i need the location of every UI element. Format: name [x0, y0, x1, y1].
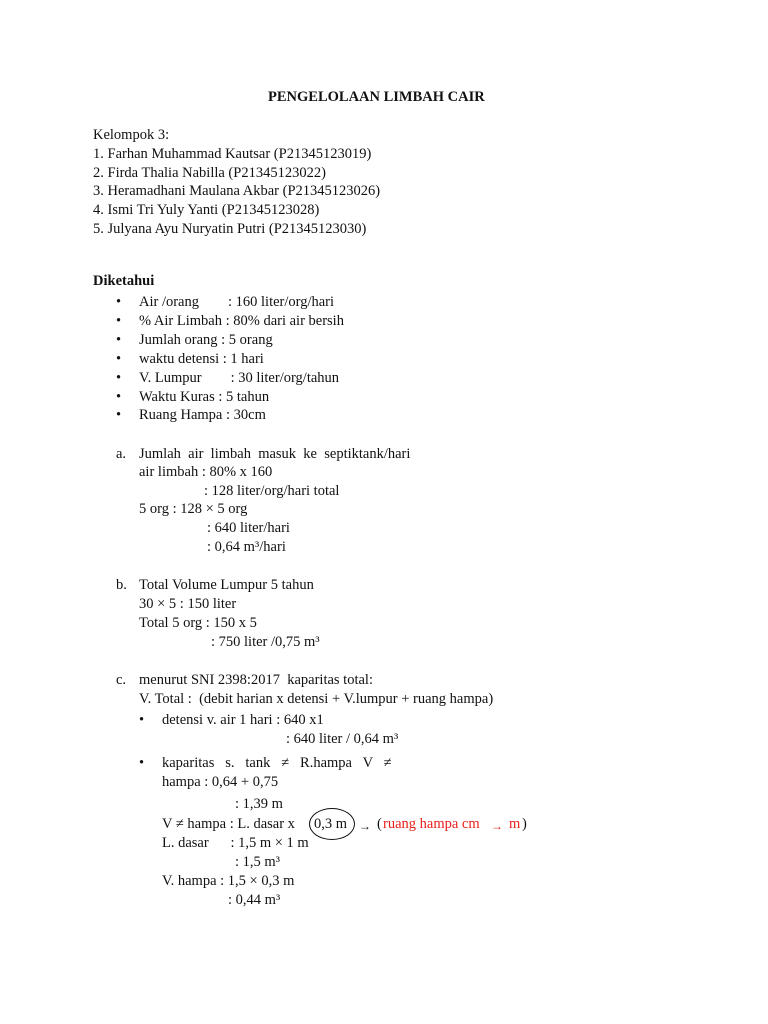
known-item: Waktu Kuras : 5 tahun [139, 389, 270, 405]
part-c-vhampa: V ≠ hampa : L. dasar x [162, 816, 299, 832]
part-c-ldasar: : 1,5 m³ [235, 854, 281, 870]
part-b-line: 30 × 5 : 150 liter [139, 596, 237, 612]
known-item: Ruang Hampa : 30cm [139, 407, 266, 423]
part-b-line: Total 5 org : 150 x 5 [139, 615, 257, 631]
known-item: Jumlah orang : 5 orang [139, 332, 273, 348]
part-c-kaparitas: kaparitas s. tank ≠ R.hampa V ≠ [162, 755, 392, 771]
circled-value: 0,3 m [314, 816, 348, 832]
group-member: 5. Julyana Ayu Nuryatin Putri (P21345123030) [93, 221, 367, 237]
part-a-line: 5 org : 128 × 5 org [139, 501, 248, 517]
part-c-ldasar: L. dasar : 1,5 m × 1 m [162, 835, 309, 851]
known-item: Air /orang : 160 liter/org/hari [139, 294, 335, 310]
group-member: 1. Farhan Muhammad Kautsar (P21345123019) [93, 146, 372, 162]
part-a-line: : 128 liter/org/hari total [204, 483, 340, 499]
group-member: 3. Heramadhani Maulana Akbar (P21345123026) [93, 183, 381, 199]
known-heading: Diketahui [93, 273, 155, 289]
arrow-icon: → [359, 819, 371, 833]
group-member: 2. Firda Thalia Nabilla (P21345123022) [93, 165, 326, 181]
known-item: waktu detensi : 1 hari [139, 351, 264, 367]
note-red-unit: m [509, 816, 521, 832]
note-arrow-icon: → [491, 819, 503, 833]
note-close-paren: ) [522, 816, 527, 832]
known-item: % Air Limbah : 80% dari air bersih [139, 313, 344, 329]
bullet-dot: • [139, 755, 145, 771]
note-red-text: ruang hampa cm [383, 816, 480, 832]
part-a-line: : 0,64 m³/hari [207, 539, 286, 555]
part-c-heading: menurut SNI 2398:2017 kaparitas total: [139, 672, 373, 688]
note-open-paren: ( [377, 816, 382, 832]
part-a-marker: a. [116, 446, 127, 462]
part-c-vtotal: V. Total : (debit harian x detensi + V.lumpur + ruang hampa) [139, 691, 494, 707]
part-c-detensi: : 640 liter / 0,64 m³ [286, 731, 399, 747]
bullet-dot: • [116, 389, 122, 405]
part-c-vhampa-calc: : 0,44 m³ [228, 892, 281, 908]
part-a-heading: Jumlah air limbah masuk ke septiktank/hari [139, 446, 411, 462]
page-title: PENGELOLAAN LIMBAH CAIR [268, 89, 485, 105]
group-label: Kelompok 3: [93, 127, 170, 143]
bullet-dot: • [116, 313, 122, 329]
known-item: V. Lumpur : 30 liter/org/tahun [139, 370, 340, 386]
part-c-marker: c. [116, 672, 127, 688]
part-b-line: : 750 liter /0,75 m³ [211, 634, 320, 650]
part-c-kaparitas: hampa : 0,64 + 0,75 [162, 774, 279, 790]
part-c-vhampa-calc: V. hampa : 1,5 × 0,3 m [162, 873, 295, 889]
bullet-dot: • [139, 712, 145, 728]
bullet-dot: • [116, 370, 122, 386]
part-b-marker: b. [116, 577, 127, 593]
part-c-kaparitas: : 1,39 m [235, 796, 283, 812]
group-member: 4. Ismi Tri Yuly Yanti (P21345123028) [93, 202, 320, 218]
part-b-heading: Total Volume Lumpur 5 tahun [139, 577, 314, 593]
bullet-dot: • [116, 332, 122, 348]
part-c-detensi: detensi v. air 1 hari : 640 x1 [162, 712, 324, 728]
bullet-dot: • [116, 294, 122, 310]
part-a-line: : 640 liter/hari [207, 520, 290, 536]
part-a-line: air limbah : 80% x 160 [139, 464, 273, 480]
bullet-dot: • [116, 351, 122, 367]
bullet-dot: • [116, 407, 122, 423]
